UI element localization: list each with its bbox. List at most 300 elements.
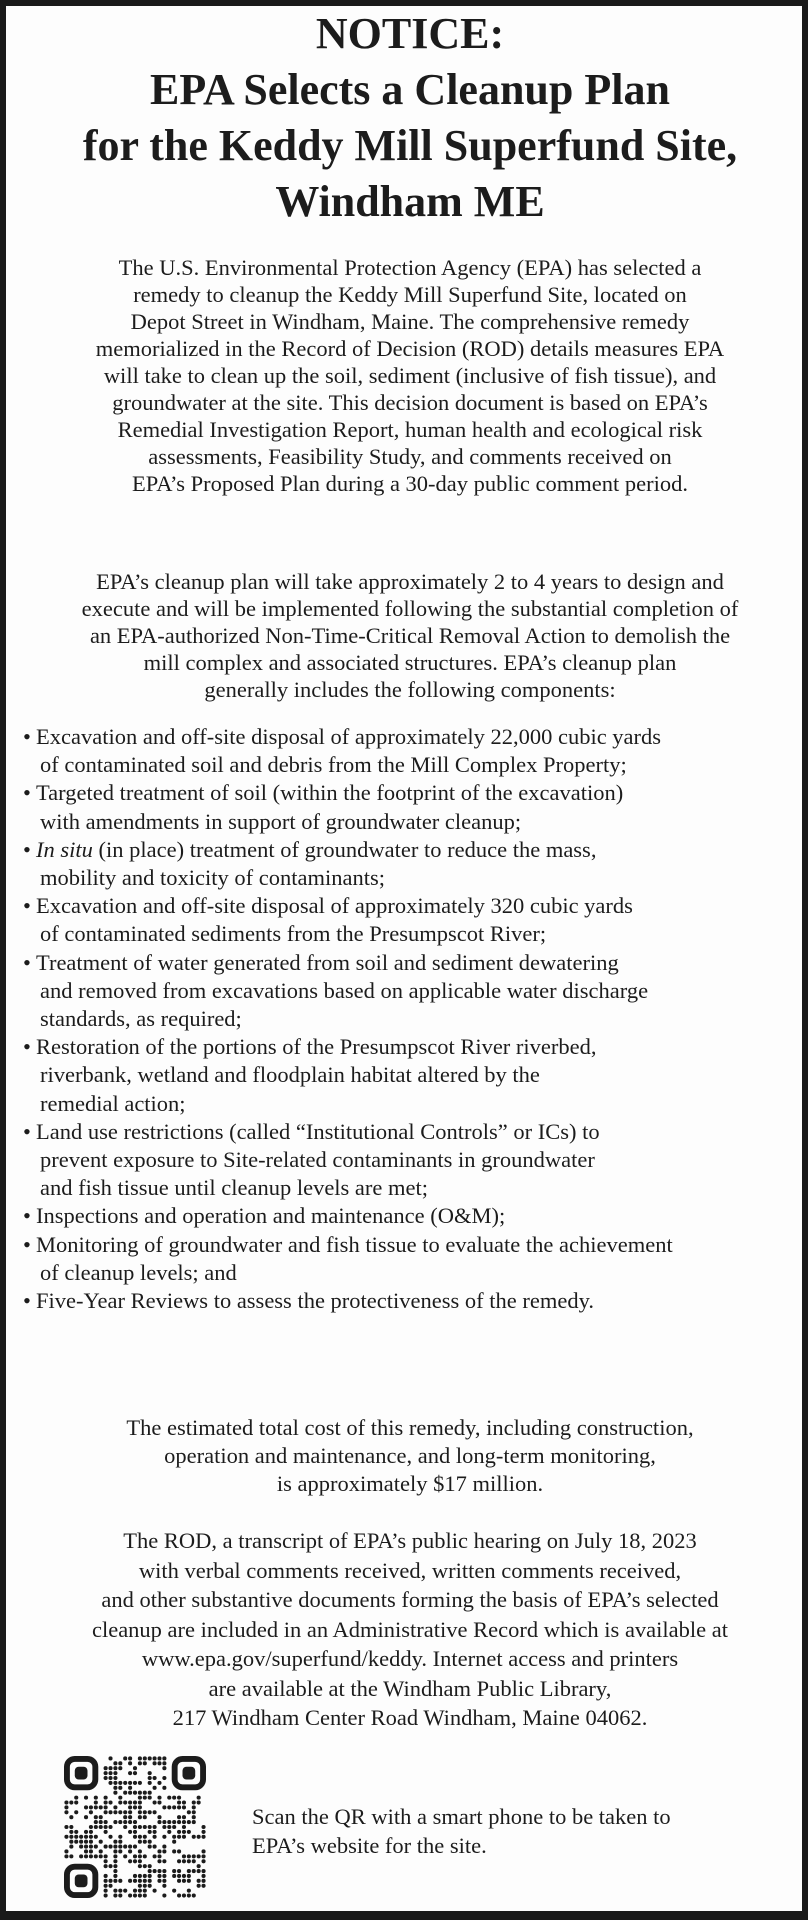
qr-module — [108, 1825, 112, 1829]
qr-module — [177, 1815, 181, 1819]
qr-module — [201, 1869, 205, 1873]
text-line: assessments, Feasibility Study, and comments received on — [148, 444, 672, 469]
qr-module — [182, 1835, 186, 1839]
components-list — [23, 723, 673, 1315]
qr-module — [138, 1791, 142, 1795]
qr-module — [89, 1830, 93, 1834]
list-item-text: mobility and toxicity of contaminants; — [40, 865, 385, 891]
list-item-line — [23, 1033, 673, 1061]
qr-module — [157, 1854, 161, 1858]
intro-paragraph — [6, 254, 808, 497]
bullet-icon: • — [23, 1203, 31, 1229]
qr-module — [123, 1800, 127, 1804]
qr-module — [128, 1805, 132, 1809]
qr-module — [89, 1840, 93, 1844]
text-line: Remedial Investigation Report, human health and ecological risk — [117, 417, 703, 442]
qr-module — [104, 1889, 108, 1893]
qr-module — [148, 1869, 152, 1873]
qr-module — [128, 1810, 132, 1814]
qr-module — [177, 1820, 181, 1824]
list-item-line — [23, 1118, 673, 1146]
qr-module — [172, 1869, 176, 1873]
qr-module — [128, 1815, 132, 1819]
qr-module — [197, 1884, 201, 1888]
qr-module — [182, 1879, 186, 1883]
qr-module — [197, 1796, 201, 1800]
list-item-text: Targeted treatment of soil (within the footprint of the excavation) — [36, 780, 624, 806]
qr-module — [192, 1805, 196, 1809]
qr-module — [94, 1820, 98, 1824]
qr-module — [162, 1766, 166, 1770]
qr-module — [94, 1845, 98, 1849]
qr-module — [162, 1859, 166, 1863]
qr-module — [153, 1835, 157, 1839]
qr-module — [182, 1830, 186, 1834]
qr-module — [118, 1786, 122, 1790]
text-line: operation and maintenance, and long-term monitoring, — [164, 1443, 656, 1468]
qr-module — [177, 1805, 181, 1809]
qr-module — [148, 1781, 152, 1785]
qr-module — [113, 1820, 117, 1824]
qr-module — [133, 1825, 137, 1829]
list-item — [23, 1287, 673, 1315]
qr-module — [113, 1869, 117, 1873]
qr-module — [157, 1859, 161, 1863]
qr-module — [64, 1800, 68, 1804]
qr-module — [143, 1889, 147, 1893]
qr-module — [104, 1884, 108, 1888]
qr-module — [148, 1825, 152, 1829]
qr-module — [182, 1859, 186, 1863]
qr-module — [192, 1859, 196, 1863]
text-line: with verbal comments received, written comments received, — [138, 1557, 682, 1583]
qr-module — [108, 1776, 112, 1780]
qr-module — [118, 1889, 122, 1893]
qr-module — [143, 1756, 147, 1760]
qr-module — [64, 1805, 68, 1809]
qr-module — [104, 1820, 108, 1824]
list-item-text: Inspections and operation and maintenance (O&M); — [36, 1203, 506, 1229]
qr-module — [104, 1810, 108, 1814]
bullet-icon: • — [23, 1034, 31, 1060]
list-item-line — [23, 779, 673, 807]
qr-module — [133, 1889, 137, 1893]
qr-module — [79, 1835, 83, 1839]
qr-module — [192, 1893, 196, 1897]
qr-module — [153, 1756, 157, 1760]
qr-module — [123, 1825, 127, 1829]
qr-module — [148, 1776, 152, 1780]
qr-module — [133, 1771, 137, 1775]
qr-module — [118, 1879, 122, 1883]
qr-module — [143, 1835, 147, 1839]
qr-module — [177, 1879, 181, 1883]
qr-module — [177, 1874, 181, 1878]
qr-module — [167, 1805, 171, 1809]
qr-module — [104, 1776, 108, 1780]
text-line: cleanup are included in an Administrative Record which is available at — [91, 1616, 729, 1642]
qr-module — [157, 1849, 161, 1853]
qr-module — [182, 1815, 186, 1819]
qr-module — [133, 1800, 137, 1804]
notice-sheet — [6, 6, 802, 1911]
text-line: generally includes the following components: — [204, 677, 616, 702]
qr-module — [133, 1859, 137, 1863]
qr-module — [143, 1825, 147, 1829]
qr-module — [138, 1889, 142, 1893]
qr-module — [162, 1820, 166, 1824]
qr-module — [108, 1884, 112, 1888]
qr-module — [128, 1771, 132, 1775]
text-line: The estimated total cost of this remedy, including construction, — [126, 1415, 694, 1440]
qr-module — [162, 1756, 166, 1760]
qr-module — [143, 1815, 147, 1819]
qr-module — [187, 1879, 191, 1883]
qr-module — [108, 1771, 112, 1775]
qr-module — [104, 1864, 108, 1868]
qr-module — [118, 1835, 122, 1839]
qr-module — [201, 1879, 205, 1883]
qr-module — [108, 1766, 112, 1770]
qr-module — [201, 1884, 205, 1888]
qr-module — [192, 1810, 196, 1814]
qr-module — [84, 1854, 88, 1858]
qr-module — [113, 1776, 117, 1780]
qr-module — [182, 1820, 186, 1824]
qr-module — [89, 1849, 93, 1853]
cost-paragraph — [6, 1414, 808, 1498]
qr-module — [123, 1781, 127, 1785]
qr-module — [113, 1786, 117, 1790]
text-line: Depot Street in Windham, Maine. The comprehensive remedy — [130, 309, 690, 334]
qr-module — [108, 1810, 112, 1814]
qr-module — [128, 1893, 132, 1897]
qr-module — [187, 1854, 191, 1858]
qr-module — [99, 1840, 103, 1844]
list-item-line — [23, 1259, 673, 1287]
qr-module — [148, 1874, 152, 1878]
qr-module — [187, 1893, 191, 1897]
qr-module — [201, 1830, 205, 1834]
qr-module — [104, 1796, 108, 1800]
qr-module — [138, 1805, 142, 1809]
list-item-line — [23, 723, 673, 751]
qr-module — [113, 1766, 117, 1770]
qr-module — [172, 1796, 176, 1800]
bullet-icon: • — [23, 1231, 31, 1257]
text-line: The ROD, a transcript of EPA’s public hearing on July 18, 2023 — [123, 1528, 697, 1553]
qr-module — [177, 1849, 181, 1853]
qr-module — [162, 1884, 166, 1888]
qr-module — [172, 1874, 176, 1878]
qr-module — [79, 1845, 83, 1849]
qr-module — [74, 1796, 78, 1800]
list-item — [23, 1118, 673, 1203]
qr-module — [182, 1893, 186, 1897]
qr-module — [104, 1874, 108, 1878]
text-line: EPA’s cleanup plan will take approximately 2 to 4 years to design and — [96, 569, 724, 594]
qr-module — [99, 1854, 103, 1858]
text-line: 217 Windham Center Road Windham, Maine 04062. — [172, 1705, 648, 1730]
list-item-text: and fish tissue until cleanup levels are met; — [40, 1175, 429, 1201]
bullet-icon: • — [23, 949, 31, 975]
list-item — [23, 892, 673, 948]
qr-module — [133, 1874, 137, 1878]
qr-module — [133, 1805, 137, 1809]
qr-module — [99, 1805, 103, 1809]
text-line: Scan the QR with a smart phone to be taken to — [252, 1804, 671, 1829]
qr-module — [113, 1791, 117, 1795]
qr-module — [99, 1820, 103, 1824]
list-item-text: riverbank, wetland and floodplain habitat altered by the — [40, 1062, 540, 1088]
qr-module — [192, 1800, 196, 1804]
qr-module — [162, 1761, 166, 1765]
qr-module — [64, 1835, 68, 1839]
list-item-text: Land use restrictions (called “Institutional Controls” or ICs) to — [36, 1118, 600, 1144]
text-line: NOTICE: — [315, 9, 505, 58]
qr-module — [138, 1761, 142, 1765]
qr-module — [143, 1893, 147, 1897]
qr-module — [99, 1849, 103, 1853]
qr-module — [99, 1815, 103, 1819]
qr-module — [162, 1825, 166, 1829]
text-line: for the Keddy Mill Superfund Site, — [82, 121, 738, 170]
qr-module — [113, 1805, 117, 1809]
qr-module — [84, 1845, 88, 1849]
qr-module — [143, 1796, 147, 1800]
qr-module — [118, 1845, 122, 1849]
qr-module — [177, 1830, 181, 1834]
qr-module — [157, 1800, 161, 1804]
list-item — [23, 1231, 673, 1287]
list-item-text: Restoration of the portions of the Presumpscot River riverbed, — [36, 1034, 597, 1060]
qr-module — [123, 1791, 127, 1795]
qr-module — [143, 1810, 147, 1814]
qr-module — [201, 1874, 205, 1878]
qr-module — [192, 1820, 196, 1824]
qr-module — [201, 1859, 205, 1863]
qr-module — [123, 1810, 127, 1814]
list-item — [23, 779, 673, 835]
qr-module — [113, 1845, 117, 1849]
list-item-line — [23, 1202, 673, 1230]
qr-module — [148, 1771, 152, 1775]
qr-module — [192, 1854, 196, 1858]
qr-module — [172, 1835, 176, 1839]
text-line: remedy to cleanup the Keddy Mill Superfund Site, located on — [133, 282, 687, 307]
qr-module — [153, 1800, 157, 1804]
qr-module — [108, 1756, 112, 1760]
qr-module — [133, 1845, 137, 1849]
qr-module — [138, 1825, 142, 1829]
qr-module — [172, 1805, 176, 1809]
text-line: groundwater at the site. This decision document is based on EPA’s — [112, 390, 708, 415]
qr-module — [89, 1835, 93, 1839]
qr-module — [128, 1849, 132, 1853]
list-item-line — [23, 1174, 673, 1202]
qr-module — [148, 1845, 152, 1849]
qr-module — [153, 1776, 157, 1780]
qr-module — [94, 1815, 98, 1819]
text-line: Windham ME — [275, 177, 545, 226]
qr-module — [64, 1810, 68, 1814]
qr-module — [177, 1835, 181, 1839]
text-line: execute and will be implemented following the substantial completion of — [81, 596, 739, 621]
list-item-line — [23, 1005, 673, 1033]
qr-module — [84, 1835, 88, 1839]
qr-module — [153, 1830, 157, 1834]
qr-module — [138, 1854, 142, 1858]
list-item-line — [23, 1231, 673, 1259]
qr-module — [123, 1845, 127, 1849]
qr-module — [104, 1854, 108, 1858]
list-item-line — [23, 949, 673, 977]
qr-module — [118, 1893, 122, 1897]
qr-module — [133, 1835, 137, 1839]
qr-module — [138, 1893, 142, 1897]
qr-module — [84, 1796, 88, 1800]
list-item-line — [23, 1061, 673, 1089]
qr-module — [153, 1845, 157, 1849]
list-item-text: of contaminated sediments from the Presumpscot River; — [40, 921, 547, 947]
text-line: and other substantive documents forming the basis of EPA’s selected — [101, 1587, 719, 1612]
qr-module — [162, 1849, 166, 1853]
qr-module — [94, 1805, 98, 1809]
qr-module — [192, 1835, 196, 1839]
list-item — [23, 723, 673, 779]
qr-module — [104, 1845, 108, 1849]
qr-module — [162, 1845, 166, 1849]
qr-module — [192, 1815, 196, 1819]
qr-module — [123, 1815, 127, 1819]
list-item-text: Excavation and off-site disposal of approximately 22,000 cubic yards — [36, 724, 662, 749]
list-item — [23, 836, 673, 892]
qr-module — [128, 1781, 132, 1785]
qr-module — [108, 1781, 112, 1785]
qr-module — [74, 1830, 78, 1834]
qr-code-icon[interactable] — [64, 1756, 206, 1898]
qr-finder-center — [75, 1874, 88, 1887]
qr-module — [128, 1786, 132, 1790]
list-item-text: and removed from excavations based on applicable water discharge — [40, 977, 649, 1003]
qr-module — [153, 1825, 157, 1829]
qr-module — [69, 1800, 73, 1804]
qr-module — [133, 1820, 137, 1824]
qr-module — [143, 1761, 147, 1765]
qr-module — [118, 1796, 122, 1800]
list-item-line — [23, 977, 673, 1005]
qr-module — [84, 1830, 88, 1834]
list-item-text: standards, as required; — [40, 1006, 242, 1032]
qr-module — [157, 1820, 161, 1824]
qr-module — [128, 1879, 132, 1883]
qr-module — [128, 1761, 132, 1765]
qr-module — [157, 1761, 161, 1765]
qr-module — [94, 1796, 98, 1800]
list-item-text: remedial action; — [40, 1090, 186, 1116]
qr-module — [138, 1884, 142, 1888]
qr-module — [138, 1849, 142, 1853]
qr-module — [74, 1835, 78, 1839]
qr-module — [108, 1864, 112, 1868]
qr-module — [69, 1825, 73, 1829]
qr-module — [162, 1869, 166, 1873]
qr-module — [201, 1835, 205, 1839]
qr-module — [113, 1810, 117, 1814]
qr-module — [157, 1869, 161, 1873]
qr-module — [148, 1756, 152, 1760]
qr-module — [128, 1791, 132, 1795]
list-item-line — [23, 1090, 673, 1118]
qr-module — [201, 1825, 205, 1829]
italic-term: In situ — [36, 836, 93, 862]
notice-title — [6, 6, 808, 230]
bullet-icon: • — [23, 1118, 31, 1144]
qr-module — [133, 1879, 137, 1883]
list-item-text: of contaminated soil and debris from the Mill Complex Property; — [40, 752, 627, 778]
qr-module — [187, 1810, 191, 1814]
qr-module — [89, 1825, 93, 1829]
list-item-text: prevent exposure to Site-related contaminants in groundwater — [40, 1147, 595, 1173]
qr-module — [148, 1840, 152, 1844]
qr-module — [167, 1820, 171, 1824]
list-item — [23, 949, 673, 1034]
qr-module — [113, 1840, 117, 1844]
qr-module — [153, 1810, 157, 1814]
qr-module — [133, 1791, 137, 1795]
qr-module — [201, 1854, 205, 1858]
qr-module — [133, 1830, 137, 1834]
qr-module — [113, 1854, 117, 1858]
qr-module — [187, 1889, 191, 1893]
qr-module — [113, 1781, 117, 1785]
list-item-line — [23, 1287, 673, 1315]
qr-module — [113, 1771, 117, 1775]
qr-module — [113, 1879, 117, 1883]
qr-module — [128, 1756, 132, 1760]
qr-module — [118, 1766, 122, 1770]
qr-module — [118, 1761, 122, 1765]
qr-module — [94, 1800, 98, 1804]
qr-module — [182, 1874, 186, 1878]
text-line: are available at the Windham Public Library, — [208, 1675, 612, 1701]
qr-module — [187, 1859, 191, 1863]
qr-module — [113, 1859, 117, 1863]
qr-module — [74, 1840, 78, 1844]
qr-module — [104, 1825, 108, 1829]
qr-module — [138, 1879, 142, 1883]
qr-module — [143, 1854, 147, 1858]
qr-module — [167, 1825, 171, 1829]
qr-module — [104, 1893, 108, 1897]
qr-module — [177, 1869, 181, 1873]
qr-module — [162, 1776, 166, 1780]
administrative-record-paragraph — [6, 1526, 808, 1733]
qr-module — [197, 1835, 201, 1839]
qr-module — [143, 1840, 147, 1844]
qr-module — [138, 1840, 142, 1844]
qr-module — [118, 1781, 122, 1785]
qr-module — [113, 1864, 117, 1868]
qr-module — [113, 1893, 117, 1897]
bullet-icon: • — [23, 1288, 31, 1314]
list-item-text: of cleanup levels; and — [40, 1259, 237, 1285]
text-line: memorialized in the Record of Decision (ROD) details measures EPA — [95, 336, 725, 361]
qr-module — [172, 1840, 176, 1844]
qr-module — [113, 1874, 117, 1878]
qr-module — [162, 1893, 166, 1897]
bullet-icon: • — [23, 893, 31, 919]
